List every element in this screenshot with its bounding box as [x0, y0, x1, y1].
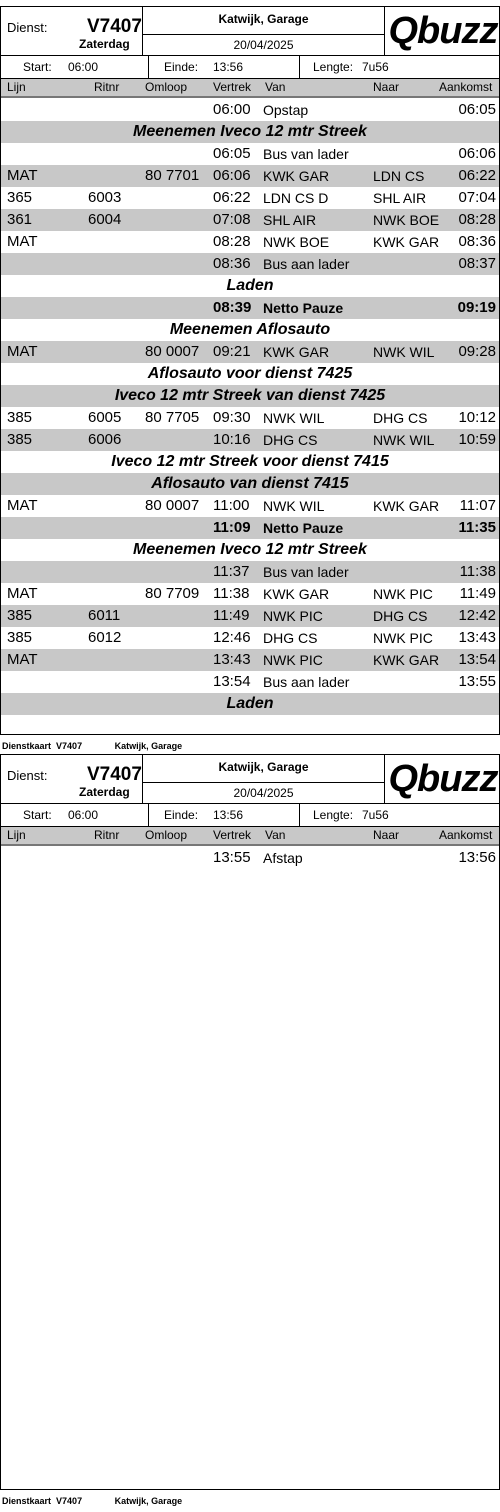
page-footer [2, 741, 182, 751]
ritnr-cell: 6005 [88, 409, 122, 426]
vertrek-cell: 08:28 [213, 233, 251, 250]
van-cell: NWK BOE [263, 234, 330, 250]
van-cell: SHL AIR [263, 212, 317, 228]
trip-row [1, 429, 499, 451]
col-ritnr: Ritnr [94, 828, 120, 842]
vertrek-cell: 11:09 [213, 519, 251, 536]
dienst-day: Zaterdag [79, 785, 130, 799]
lijn-cell: 365 [7, 189, 33, 206]
start-time: 06:00 [68, 60, 99, 74]
qbuzz-logo: Qbuzz [388, 10, 498, 52]
ritnr-cell: 6003 [88, 189, 122, 206]
lijn-cell: MAT [7, 343, 38, 360]
dienst-day: Zaterdag [79, 37, 130, 51]
aankomst-cell: 11:49 [459, 585, 496, 602]
footer-label: Dienstkaart [2, 1496, 52, 1506]
page-footer [2, 1496, 182, 1506]
section-heading: Aflosauto voor dienst 7425 [147, 365, 353, 382]
footer-location: Katwijk, Garage [114, 1496, 183, 1506]
dienst-label: Dienst: [7, 768, 48, 783]
vertrek-cell: 11:38 [213, 585, 250, 602]
omloop-cell: 80 7701 [145, 167, 200, 184]
van-cell: NWK PIC [263, 652, 323, 668]
dienst-code: V7407 [87, 16, 142, 37]
duty-times-bar [1, 56, 499, 79]
lijn-cell: 385 [7, 607, 33, 624]
aankomst-cell: 07:04 [458, 189, 496, 206]
lijn-cell: MAT [7, 651, 38, 668]
van-cell: Bus aan lader [263, 674, 350, 690]
lijn-cell: 361 [7, 211, 33, 228]
dienst-label: Dienst: [7, 20, 48, 35]
footer-label: Dienstkaart [2, 741, 52, 751]
lengte-label: Lengte: [313, 808, 354, 822]
trip-row [1, 495, 499, 517]
garage-location: Katwijk, Garage [218, 12, 309, 26]
vertrek-cell: 08:39 [213, 299, 252, 316]
lengte-label: Lengte: [313, 60, 354, 74]
trip-row [1, 407, 499, 429]
einde-label: Einde: [164, 808, 199, 822]
van-cell: Bus van lader [263, 146, 349, 162]
section-heading: Aflosauto van dienst 7415 [151, 475, 349, 492]
col-naar: Naar [373, 828, 400, 842]
section-heading: Iveco 12 mtr Streek voor dienst 7415 [111, 453, 389, 470]
ritnr-cell: 6012 [88, 629, 122, 646]
van-cell: Opstap [263, 102, 309, 118]
aankomst-cell: 11:07 [459, 497, 496, 514]
lijn-cell: 385 [7, 409, 33, 426]
vertrek-cell: 09:30 [213, 409, 251, 426]
trip-row [1, 605, 499, 627]
trip-row [1, 143, 499, 165]
vertrek-cell: 13:43 [213, 651, 251, 668]
section-heading-row [1, 275, 499, 297]
section-heading: Laden [226, 695, 274, 712]
van-cell: KWK GAR [263, 344, 330, 360]
aankomst-cell: 13:43 [458, 629, 496, 646]
van-cell: NWK WIL [263, 498, 325, 514]
section-heading-row [1, 319, 499, 341]
omloop-cell: 80 7709 [145, 585, 200, 602]
van-cell: DHG CS [263, 432, 318, 448]
einde-label: Einde: [164, 60, 199, 74]
section-heading-row [1, 539, 499, 561]
lengte-value: 7u56 [362, 60, 389, 74]
col-naar: Naar [373, 80, 400, 94]
footer-code: V7407 [56, 741, 83, 751]
dienst-code: V7407 [87, 764, 142, 785]
duty-header [1, 7, 499, 56]
col-aankomst: Aankomst [439, 828, 493, 842]
qbuzz-logo: Qbuzz [388, 758, 498, 800]
aankomst-cell: 08:36 [458, 233, 496, 250]
col-van: Van [265, 80, 286, 94]
duty-card-frame [0, 754, 500, 1490]
ritnr-cell: 6006 [88, 431, 122, 448]
duty-date: 20/04/2025 [233, 38, 294, 52]
van-cell: KWK GAR [263, 586, 330, 602]
duty-header [1, 755, 499, 804]
einde-time: 13:56 [213, 808, 244, 822]
aankomst-cell: 09:28 [458, 343, 496, 360]
vertrek-cell: 06:06 [213, 167, 251, 184]
aankomst-cell: 10:12 [458, 409, 496, 426]
aankomst-cell: 06:06 [458, 145, 496, 162]
omloop-cell: 80 7705 [145, 409, 200, 426]
naar-cell: KWK GAR [373, 234, 440, 250]
col-lijn: Lijn [7, 828, 26, 842]
aankomst-cell: 13:55 [458, 673, 496, 690]
aankomst-cell: 08:37 [458, 255, 496, 272]
duty-card-frame [0, 6, 500, 735]
lijn-cell: MAT [7, 497, 38, 514]
trip-row [1, 627, 499, 649]
trip-row [1, 165, 499, 187]
aankomst-cell: 11:38 [459, 563, 496, 580]
naar-cell: DHG CS [373, 410, 428, 426]
van-cell: LDN CS D [263, 190, 329, 206]
vertrek-cell: 11:00 [213, 497, 250, 514]
trip-row [1, 561, 499, 583]
vertrek-cell: 10:16 [213, 431, 251, 448]
van-cell: Netto Pauze [263, 300, 344, 316]
ritnr-cell: 6004 [88, 211, 122, 228]
naar-cell: NWK PIC [373, 630, 433, 646]
aankomst-cell: 13:54 [458, 651, 496, 668]
section-heading: Iveco 12 mtr Streek van dienst 7425 [114, 387, 386, 404]
col-lijn: Lijn [7, 80, 26, 94]
trip-row [1, 253, 499, 275]
van-cell: NWK WIL [263, 410, 325, 426]
section-heading-row [1, 363, 499, 385]
column-header-row [1, 827, 499, 846]
section-heading-row [1, 693, 499, 715]
vertrek-cell: 08:36 [213, 255, 251, 272]
vertrek-cell: 09:21 [213, 343, 251, 360]
aankomst-cell: 12:42 [458, 607, 496, 624]
start-label: Start: [23, 60, 52, 74]
van-cell: NWK PIC [263, 608, 323, 624]
lijn-cell: MAT [7, 167, 38, 184]
lijn-cell: 385 [7, 431, 33, 448]
naar-cell: LDN CS [373, 168, 425, 184]
van-cell: Netto Pauze [263, 520, 344, 536]
vertrek-cell: 06:05 [213, 145, 251, 162]
omloop-cell: 80 0007 [145, 497, 200, 514]
section-heading-row [1, 473, 499, 495]
trip-row [1, 231, 499, 253]
footer-code: V7407 [56, 1496, 83, 1506]
omloop-cell: 80 0007 [145, 343, 200, 360]
aankomst-cell: 13:56 [458, 849, 496, 866]
vertrek-cell: 06:22 [213, 189, 251, 206]
column-header-row [1, 79, 499, 98]
start-label: Start: [23, 808, 52, 822]
col-aankomst: Aankomst [439, 80, 493, 94]
aankomst-cell: 10:59 [458, 431, 496, 448]
van-cell: Afstap [263, 850, 303, 866]
aankomst-cell: 06:05 [458, 101, 496, 118]
trip-row [1, 209, 499, 231]
lijn-cell: MAT [7, 233, 38, 250]
naar-cell: KWK GAR [373, 498, 440, 514]
start-time: 06:00 [68, 808, 99, 822]
naar-cell: NWK WIL [373, 432, 435, 448]
pause-row [1, 297, 499, 319]
trip-row [1, 341, 499, 363]
col-omloop: Omloop [145, 80, 188, 94]
schedule-rows [1, 99, 499, 715]
naar-cell: NWK WIL [373, 344, 435, 360]
van-cell: Bus van lader [263, 564, 349, 580]
section-heading: Laden [226, 277, 274, 294]
col-vertrek: Vertrek [213, 80, 252, 94]
van-cell: KWK GAR [263, 168, 330, 184]
van-cell: DHG CS [263, 630, 318, 646]
duty-times-bar [1, 804, 499, 827]
vertrek-cell: 13:55 [213, 849, 251, 866]
section-heading: Meenemen Iveco 12 mtr Streek [133, 541, 367, 558]
naar-cell: NWK BOE [373, 212, 440, 228]
duty-date: 20/04/2025 [233, 786, 294, 800]
naar-cell: NWK PIC [373, 586, 433, 602]
vertrek-cell: 07:08 [213, 211, 251, 228]
aankomst-cell: 09:19 [457, 299, 496, 316]
col-van: Van [265, 828, 286, 842]
lengte-value: 7u56 [362, 808, 389, 822]
trip-row [1, 847, 499, 869]
aankomst-cell: 08:28 [458, 211, 496, 228]
col-omloop: Omloop [145, 828, 188, 842]
col-ritnr: Ritnr [94, 80, 120, 94]
section-heading: Meenemen Aflosauto [169, 321, 331, 338]
trip-row [1, 99, 499, 121]
section-heading: Meenemen Iveco 12 mtr Streek [133, 123, 367, 140]
van-cell: Bus aan lader [263, 256, 350, 272]
footer-location: Katwijk, Garage [114, 741, 183, 751]
vertrek-cell: 12:46 [213, 629, 251, 646]
einde-time: 13:56 [213, 60, 244, 74]
trip-row [1, 583, 499, 605]
trip-row [1, 649, 499, 671]
naar-cell: KWK GAR [373, 652, 440, 668]
ritnr-cell: 6011 [88, 607, 121, 624]
trip-row [1, 187, 499, 209]
lijn-cell: MAT [7, 585, 38, 602]
lijn-cell: 385 [7, 629, 33, 646]
section-heading-row [1, 385, 499, 407]
vertrek-cell: 11:49 [213, 607, 250, 624]
section-heading-row [1, 121, 499, 143]
pause-row [1, 517, 499, 539]
aankomst-cell: 11:35 [458, 519, 496, 536]
vertrek-cell: 06:00 [213, 101, 251, 118]
schedule-rows [1, 847, 499, 869]
naar-cell: DHG CS [373, 608, 428, 624]
trip-row [1, 671, 499, 693]
naar-cell: SHL AIR [373, 190, 427, 206]
garage-location: Katwijk, Garage [218, 760, 309, 774]
vertrek-cell: 13:54 [213, 673, 251, 690]
section-heading-row [1, 451, 499, 473]
vertrek-cell: 11:37 [213, 563, 250, 580]
aankomst-cell: 06:22 [458, 167, 496, 184]
col-vertrek: Vertrek [213, 828, 252, 842]
